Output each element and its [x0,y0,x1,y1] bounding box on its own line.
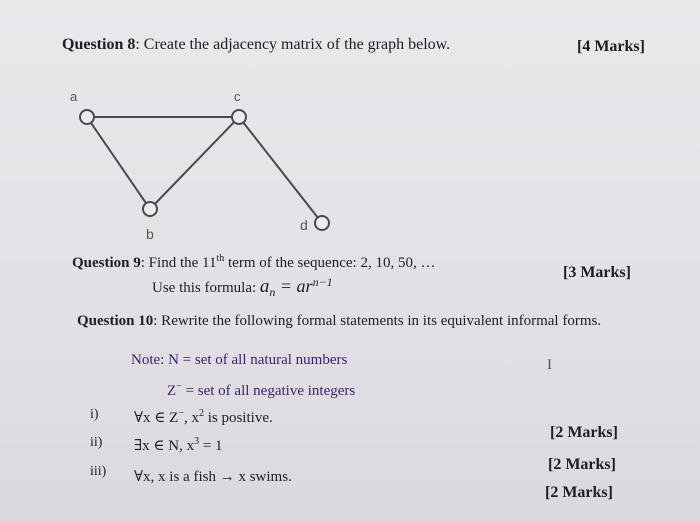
item-2-stmt-sup: 3 [194,436,200,447]
item-1-stmt-mid: , x [183,410,199,426]
question-9-marks: [3 Marks] [563,264,631,281]
item-2-number: ii) [90,435,103,450]
question-9-label: Question 9 [72,255,141,271]
item-1-number: i) [90,407,99,422]
item-3-statement: ∀x, x is a fish → x swims. [134,469,292,485]
item-3-number: iii) [90,464,107,479]
formula-exponent: n−1 [312,275,333,289]
item-1-stmt-sup2: 2 [198,408,204,419]
note-negative-integers [167,381,355,400]
question-9-text-pre: : Find the 11 [140,255,217,271]
text-cursor-glyph: I [547,357,552,373]
node-a [80,110,94,124]
node-c [232,110,246,124]
node-label-b: b [146,226,154,242]
note-z-sup: − [176,381,182,392]
item-1-marks: [2 Marks] [550,424,618,441]
item-2-stmt-pre: ∃x ∈ N, x [134,438,195,454]
edge-c-b [150,117,239,209]
edge-a-b [87,117,150,209]
question-8-marks: [4 Marks] [577,38,645,55]
node-label-d: d [300,217,308,233]
formula-rhs: = ar [275,276,313,296]
item-1-stmt-pre: ∀x ∈ Z [134,410,179,426]
item-2-marks: [2 Marks] [548,456,616,473]
question-8-label: Question 8 [62,36,136,53]
question-9 [72,253,435,272]
question-9-text-sup: th [216,253,225,264]
question-10 [77,313,601,330]
note-natural-numbers: Note: N = set of all natural numbers [131,352,348,368]
question-10-text: : Rewrite the following formal statements in its equivalent informal forms. [153,313,602,329]
question-9-formula [152,275,333,300]
question-10-label: Question 10 [77,313,154,329]
edge-c-d [239,117,322,223]
item-2-stmt-post: = 1 [199,438,223,454]
formula-lhs-sub: n [269,285,276,299]
item-1-stmt-post: is positive. [203,410,273,426]
node-label-c: c [234,89,241,104]
node-b [143,202,157,216]
formula-lhs: a [259,276,270,297]
item-1-stmt-sup: − [178,408,184,419]
note-z-rest: = set of all negative integers [181,383,356,399]
node-label-a: a [70,89,78,104]
item-3-marks: [2 Marks] [545,484,613,501]
formula-prefix: Use this formula: [152,280,260,296]
node-d [315,216,329,230]
item-2-statement [134,436,223,455]
question-9-text-post: term of the sequence: 2, 10, 50, … [224,255,436,271]
question-8-text: : Create the adjacency matrix of the graph below. [135,36,451,53]
note-z-symbol: Z [167,383,177,399]
item-1-statement [134,408,273,427]
